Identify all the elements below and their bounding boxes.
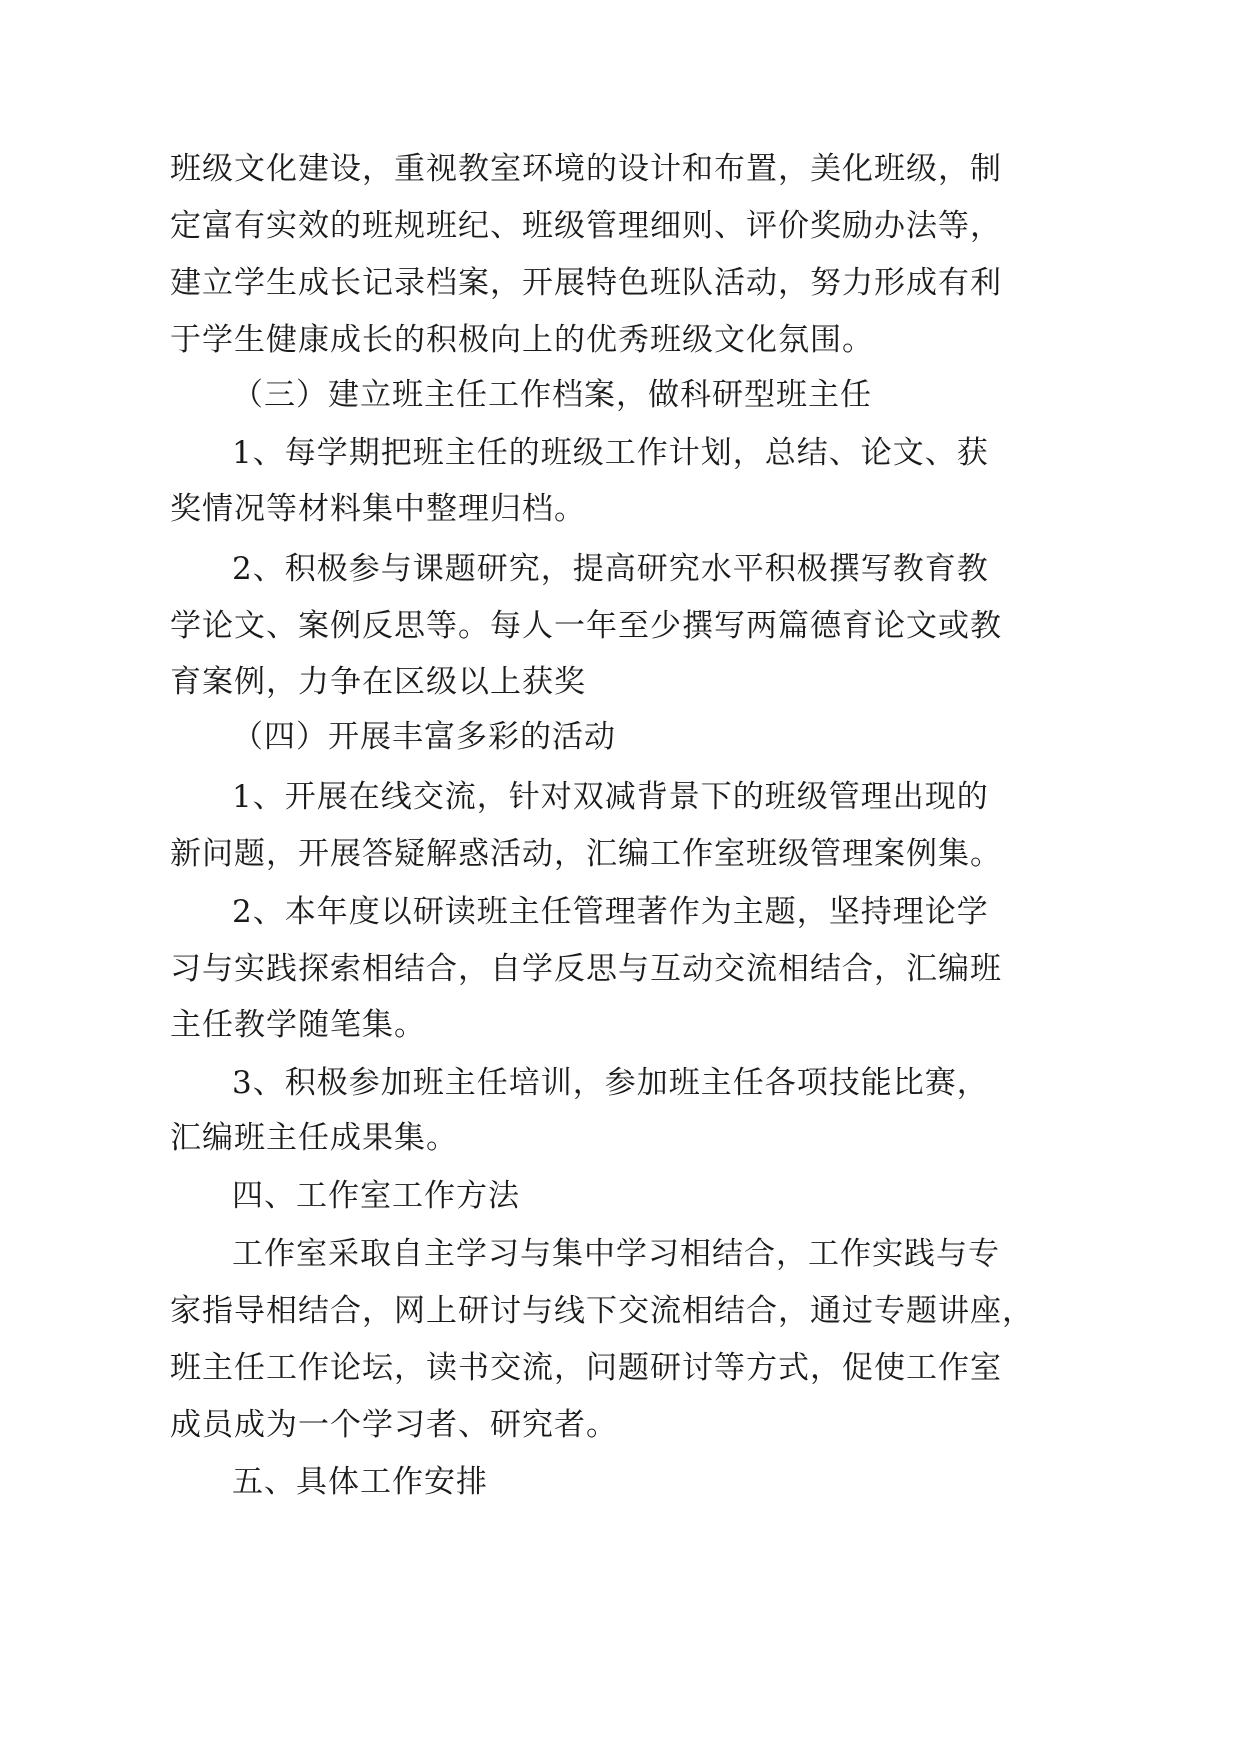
text-line: 主任教学随笔集。 xyxy=(170,1007,426,1043)
text-line: 育案例，力争在区级以上获奖 xyxy=(170,664,586,700)
text-line: 班级文化建设，重视教室环境的设计和布置，美化班级，制 xyxy=(170,151,1002,187)
text-line: 2、积极参与课题研究，提高研究水平积极撰写教育教 xyxy=(232,551,989,587)
text-line: 1、每学期把班主任的班级工作计划，总结、论文、获 xyxy=(232,435,989,471)
text-line: 家指导相结合，网上研讨与线下交流相结合，通过专题讲座， xyxy=(170,1293,1034,1329)
text-line: 定富有实效的班规班纪、班级管理细则、评价奖励办法等， xyxy=(170,208,1002,244)
text-line: 1、开展在线交流，针对双减背景下的班级管理出现的 xyxy=(232,779,989,815)
text-line: 2、本年度以研读班主任管理著作为主题，坚持理论学 xyxy=(232,894,989,930)
text-line: 于学生健康成长的积极向上的优秀班级文化氛围。 xyxy=(170,322,874,358)
section-heading: 四、工作室工作方法 xyxy=(232,1178,520,1214)
text-line: 习与实践探索相结合，自学反思与互动交流相结合，汇编班 xyxy=(170,951,1002,987)
text-line: 班主任工作论坛，读书交流，问题研讨等方式，促使工作室 xyxy=(170,1350,1002,1386)
text-line: 成员成为一个学习者、研究者。 xyxy=(170,1407,618,1443)
text-line: 3、积极参加班主任培训，参加班主任各项技能比赛， xyxy=(232,1065,989,1101)
text-line: 学论文、案例反思等。每人一年至少撰写两篇德育论文或教 xyxy=(170,608,1002,644)
text-line: 汇编班主任成果集。 xyxy=(170,1120,458,1156)
text-line: 奖情况等材料集中整理归档。 xyxy=(170,491,586,527)
text-line: 工作室采取自主学习与集中学习相结合，工作实践与专 xyxy=(232,1236,1000,1272)
section-heading: 五、具体工作安排 xyxy=(232,1464,488,1500)
text-line: 新问题，开展答疑解惑活动，汇编工作室班级管理案例集。 xyxy=(170,836,1002,872)
section-heading: （三）建立班主任工作档案，做科研型班主任 xyxy=(232,377,872,413)
text-line: 建立学生成长记录档案，开展特色班队活动，努力形成有利 xyxy=(170,265,1002,301)
section-heading: （四）开展丰富多彩的活动 xyxy=(232,719,616,755)
